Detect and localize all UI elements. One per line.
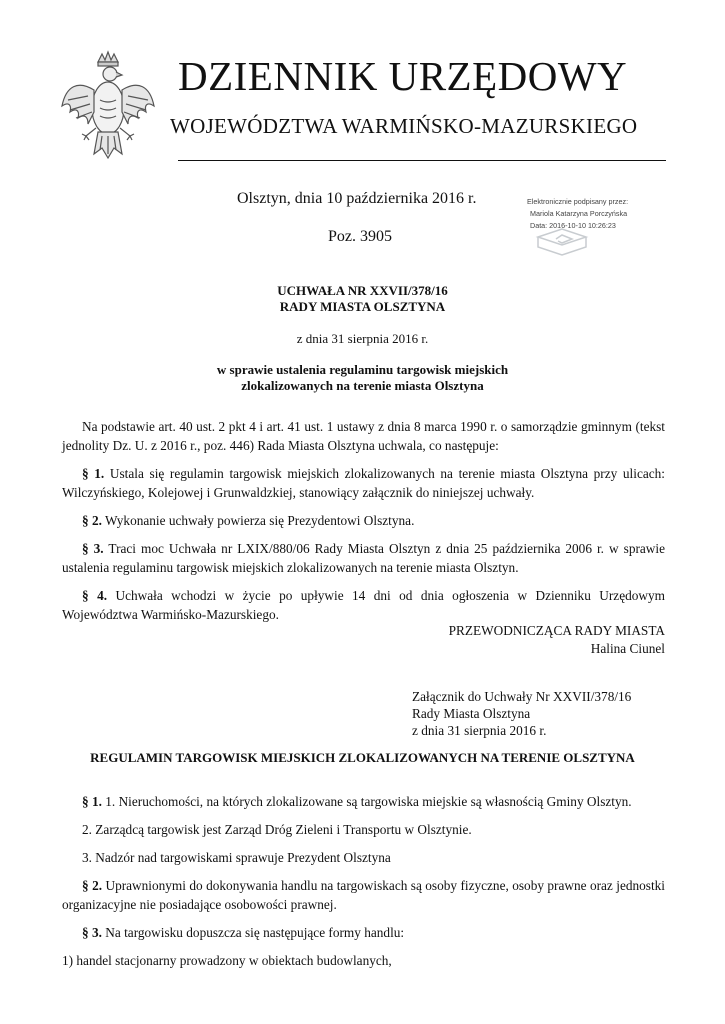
place-date: Olsztyn, dnia 10 października 2016 r. xyxy=(237,190,477,207)
signer-role: PRZEWODNICZĄCA RADY MIASTA xyxy=(448,623,665,638)
signature-date: Data: 2016-10-10 10:26:23 xyxy=(530,221,616,230)
regulations-content xyxy=(62,792,665,979)
reg-section-1-item-2: 2. Zarządcą targowisk jest Zarząd Dróg Zieleni i Transportu w Olsztynie. xyxy=(82,822,472,837)
position-number: Poz. 3905 xyxy=(328,228,392,245)
section-4 xyxy=(62,586,665,624)
resolution-date: z dnia 31 sierpnia 2016 r. xyxy=(296,331,429,346)
section-2 xyxy=(62,511,665,530)
section-1 xyxy=(62,464,665,502)
section-text: Traci moc Uchwała nr LXIX/880/06 Rady Miasta Olsztyn z dnia 25 października 2006 r. w sprawie ustalenia regulaminu targowisk miejskich zlokalizowanych na terenie miasta Olsztyn. xyxy=(62,541,665,575)
reg-section-3 xyxy=(62,923,665,942)
regulations-title: REGULAMIN TARGOWISK MIEJSKICH ZLOKALIZOWANYCH NA TERENIE OLSZTYNA xyxy=(90,750,635,765)
reg-section-1-item-3: 3. Nadzór nad targowiskami sprawuje Prezydent Olsztyna xyxy=(82,850,391,865)
section-text: Ustala się regulamin targowisk miejskich zlokalizowanych na terenie miasta Olsztyna przy ulicach: Wilczyńskiego, Kolejowej i Grunwaldzkiej, stanowiący załącznik do niniejszej uchwały. xyxy=(62,466,665,500)
section-text: Uchwała wchodzi w życie po upływie 14 dni od dnia ogłoszenia w Dzienniku Urzędowym Województwa Warmińsko-Mazurskiego. xyxy=(62,588,665,622)
attachment-heading xyxy=(412,688,631,739)
attachment-line3: z dnia 31 sierpnia 2016 r. xyxy=(412,723,547,738)
polish-eagle-emblem-icon xyxy=(58,50,158,170)
section-label: § 1. xyxy=(82,466,105,481)
preamble: Na podstawie art. 40 ust. 2 pkt 4 i art. 41 ust. 1 ustawy z dnia 8 marca 1990 r. o samorządzie gminnym (tekst jednolity Dz. U. z 2016 r., poz. 446) Rada Miasta Olsztyna uchwala, co następuje: xyxy=(62,419,665,453)
signature-signer: Mariola Katarzyna Porczyńska xyxy=(530,209,628,218)
attachment-line1: Załącznik do Uchwały Nr XXVII/378/16 xyxy=(412,689,632,704)
section-text: Na targowisku dopuszcza się następujące formy handlu: xyxy=(101,925,405,940)
signature-check-icon xyxy=(532,227,592,257)
resolution-subject-line1: w sprawie ustalenia regulaminu targowisk miejskich xyxy=(216,362,509,377)
signer-block xyxy=(449,622,665,658)
section-label: § 3. xyxy=(82,541,104,556)
resolution-subject-line2: zlokalizowanych na terenie miasta Olsztyna xyxy=(241,378,484,393)
reg-section-3-item-1: 1) handel stacjonarny prowadzony w obiektach budowlanych, xyxy=(62,953,392,968)
resolution-body: RADY MIASTA OLSZTYNA xyxy=(279,299,446,314)
section-text: Wykonanie uchwały powierza się Prezydentowi Olsztyna. xyxy=(101,513,415,528)
resolution-number: UCHWAŁA NR XXVII/378/16 xyxy=(277,283,448,298)
section-label: § 1. xyxy=(82,794,102,809)
journal-title: DZIENNIK URZĘDOWY xyxy=(178,53,628,99)
section-label: § 3. xyxy=(82,925,102,940)
section-label: § 2. xyxy=(82,513,102,528)
section-label: § 4. xyxy=(82,588,108,603)
header-divider xyxy=(178,160,666,161)
signer-name: Halina Ciunel xyxy=(590,641,665,656)
resolution-content xyxy=(62,417,665,633)
section-text: 1. Nieruchomości, na których zlokalizowane są targowiska miejskie są własnością Gminy Olsztyn. xyxy=(101,794,632,809)
section-3 xyxy=(62,539,665,577)
journal-subtitle: WOJEWÓDZTWA WARMIŃSKO-MAZURSKIEGO xyxy=(170,114,638,138)
reg-section-1 xyxy=(62,792,665,811)
reg-section-2 xyxy=(62,876,665,914)
attachment-line2: Rady Miasta Olsztyna xyxy=(412,706,531,721)
signature-caption: Elektronicznie podpisany przez: xyxy=(527,197,629,206)
section-text: Uprawnionymi do dokonywania handlu na targowiskach są osoby fizyczne, osoby prawne oraz jednostki organizacyjne nie posiadające osobowości prawnej. xyxy=(62,878,666,912)
section-label: § 2. xyxy=(82,878,103,893)
